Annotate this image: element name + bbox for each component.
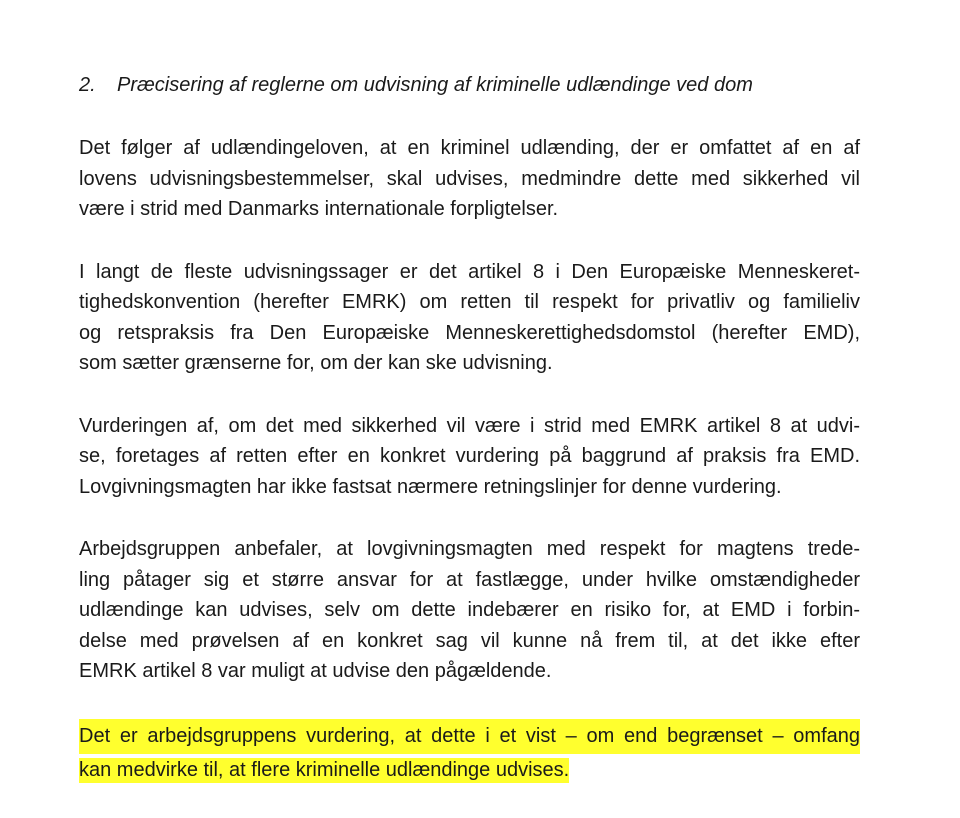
text-line: I langt de fleste udvisningssager er det artikel 8 i Den Europæiske Menneskeret- <box>79 260 860 283</box>
text-line: Lovgivningsmagten har ikke fastsat nærmere retningslinjer for denne vurdering. <box>79 475 782 498</box>
paragraph-4 <box>79 534 860 687</box>
text-line: delse med prøvelsen af en konkret sag vil kunne nå frem til, at det ikke efter <box>79 629 860 652</box>
section-title: Præcisering af reglerne om udvisning af kriminelle udlændinge ved dom <box>117 74 753 96</box>
text-line: som sætter grænserne for, om der kan ske udvisning. <box>79 352 553 374</box>
section-heading <box>79 70 860 100</box>
highlighted-paragraph <box>79 719 860 786</box>
text-line: se, foretages af retten efter en konkret vurdering på baggrund af praksis fra EMD. <box>79 445 860 467</box>
highlighted-line <box>79 754 860 786</box>
text-line: være i strid med Danmarks internationale forpligtelser. <box>79 198 559 220</box>
text-line: Vurderingen af, om det med sikkerhed vil være i strid med EMRK artikel 8 at udvi- <box>79 414 860 437</box>
highlighted-line <box>79 719 860 754</box>
text-line: ling påtager sig et større ansvar for at fastlægge, under hvilke omstændigheder <box>79 568 860 591</box>
paragraph-1 <box>79 133 860 225</box>
highlight-mark: kan medvirke til, at flere kriminelle udlændinge udvises. <box>79 758 570 781</box>
text-line: udlændinge kan udvises, selv om dette indebærer en risiko for, at EMD i forbin- <box>79 599 860 621</box>
section-number: 2. <box>79 74 96 96</box>
text-line: Det følger af udlændingeloven, at en kriminel udlænding, der er omfattet af en af <box>79 137 860 159</box>
text-line: tighedskonvention (herefter EMRK) om retten til respekt for privatliv og familieliv <box>79 291 860 313</box>
text-line: lovens udvisningsbestemmelser, skal udvises, medmindre dette med sikkerhed vil <box>79 167 860 190</box>
highlight-mark: Det er arbejdsgruppens vurdering, at dette i et vist – om end begrænset – omfang <box>79 719 860 754</box>
paragraph-2 <box>79 257 860 379</box>
text-line: EMRK artikel 8 var muligt at udvise den pågældende. <box>79 660 552 682</box>
text-line: Arbejdsgruppen anbefaler, at lovgivningsmagten med respekt for magtens trede- <box>79 538 860 560</box>
text-line: og retspraksis fra Den Europæiske Menneskerettighedsdomstol (herefter EMD), <box>79 321 860 344</box>
paragraph-3 <box>79 411 860 503</box>
document-page <box>79 70 860 818</box>
